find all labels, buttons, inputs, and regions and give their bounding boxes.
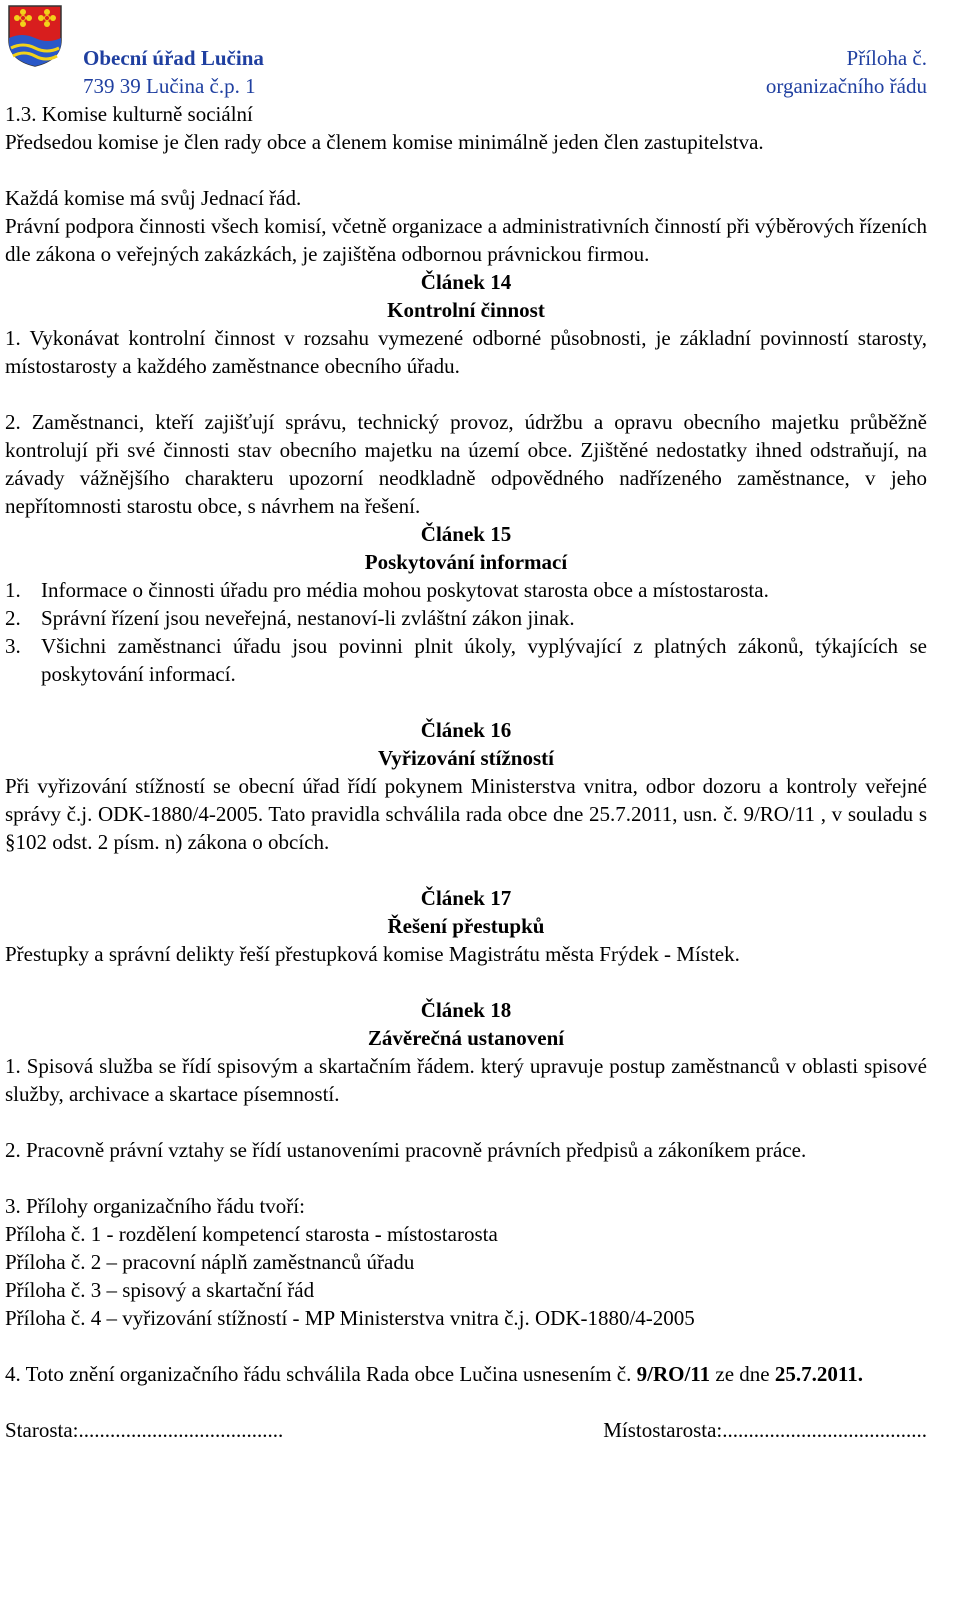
annex-item: Příloha č. 4 – vyřizování stížností - MP Ministerstva vnitra č.j. ODK-1880/4-2005 <box>5 1306 695 1330</box>
paragraph: Předsedou komise je člen rady obce a členem komise minimálně jeden člen zastupitelstva. <box>5 130 764 154</box>
deputy-signature: Místostarosta:....................................... <box>603 1418 927 1442</box>
document-body <box>5 100 927 1444</box>
article-title: Kontrolní činnost <box>387 298 545 322</box>
article-number: Článek 15 <box>420 522 512 546</box>
office-name: Obecní úřad Lučina <box>83 46 264 70</box>
list-item: 1. Informace o činnosti úřadu pro média mohou poskytovat starosta obce a místostarosta. <box>5 578 769 602</box>
article-title: Poskytování informací <box>364 550 568 574</box>
article-number: Článek 17 <box>420 886 512 910</box>
paragraph: Právní podpora činnosti všech komisí, včetně organizace a administrativních činností při výběrových řízeních dle zákona o veřejných zakázkách, je zajištěna odbornou právnickou firmou. <box>5 214 927 266</box>
approval-date: 25.7.2011. <box>774 1362 863 1386</box>
article-title: Řešení přestupků <box>387 914 545 938</box>
paragraph: 1. Vykonávat kontrolní činnost v rozsahu vymezené odborné působnosti, je základní povinností starosty, místostarosty a každého zaměstnance obecního úřadu. <box>5 326 927 378</box>
approval-paragraph: 4. Toto znění organizačního řádu schválila Rada obce Lučina usnesením č. 9/RO/11 ze dne 25.7.2011. <box>5 1362 863 1386</box>
section-heading: 1.3. Komise kulturně sociální <box>5 102 253 126</box>
article-title: Závěrečná ustanovení <box>367 1026 565 1050</box>
list-item: 3. Všichni zaměstnanci úřadu jsou povinni plnit úkoly, vyplývající z platných zákonů, týkajících se poskytování informací. <box>5 634 927 686</box>
annex-item: Příloha č. 3 – spisový a skartační řád <box>5 1278 315 1302</box>
list-item: 2. Správní řízení jsou neveřejná, nestanoví-li zvláštní zákon jinak. <box>5 606 575 630</box>
paragraph: 2. Pracovně právní vztahy se řídí ustanoveními pracovně právních předpisů a zákoníkem práce. <box>5 1138 807 1162</box>
paragraph: 2. Zaměstnanci, kteří zajišťují správu, technický provoz, údržbu a opravu obecního majetku průběžně kontrolují při své činnosti stav obecního majetku na území obce. Zjištěné nedostatky ihned odstraňují, na závady vážnějšího charakteru upozorní neodkladně odpovědného nadřízeného zaměstnance, v jeho nepřítomnosti starostu obce, s návrhem na řešení. <box>5 410 927 518</box>
mayor-signature: Starosta:....................................... <box>5 1418 284 1442</box>
article-title: Vyřizování stížností <box>378 746 554 770</box>
paragraph: Každá komise má svůj Jednací řád. <box>5 186 302 210</box>
article-number: Článek 18 <box>420 998 512 1022</box>
article-number: Článek 16 <box>420 718 512 742</box>
paragraph: 3. Přílohy organizačního řádu tvoří: <box>5 1194 305 1218</box>
article-number: Článek 14 <box>420 270 512 294</box>
annex-label-2: organizačního řádu <box>765 74 927 98</box>
paragraph: Přestupky a správní delikty řeší přestupková komise Magistrátu města Frýdek - Místek. <box>5 942 740 966</box>
document-page <box>5 0 927 1442</box>
signature-line <box>5 1416 927 1444</box>
letterhead <box>5 0 927 98</box>
annex-item: Příloha č. 1 - rozdělení kompetencí starosta - místostarosta <box>5 1222 498 1246</box>
resolution-number: 9/RO/11 <box>636 1362 711 1386</box>
annex-label: Příloha č. <box>846 46 927 70</box>
annex-item: Příloha č. 2 – pracovní náplň zaměstnanců úřadu <box>5 1250 415 1274</box>
paragraph: Při vyřizování stížností se obecní úřad řídí pokynem Ministerstva vnitra, odbor dozoru a kontroly veřejné správy č.j. ODK-1880/4-2005. Tato pravidla schválila rada obce dne 25.7.2011, usn. č. 9/RO/11 , v souladu s §102 odst. 2 písm. n) zákona o obcích. <box>5 774 927 854</box>
office-address: 739 39 Lučina č.p. 1 <box>83 74 256 98</box>
coat-of-arms-logo <box>7 4 63 68</box>
paragraph: 1. Spisová služba se řídí spisovým a skartačním řádem. který upravuje postup zaměstnanců v oblasti spisové služby, archivace a skartace písemností. <box>5 1054 927 1106</box>
